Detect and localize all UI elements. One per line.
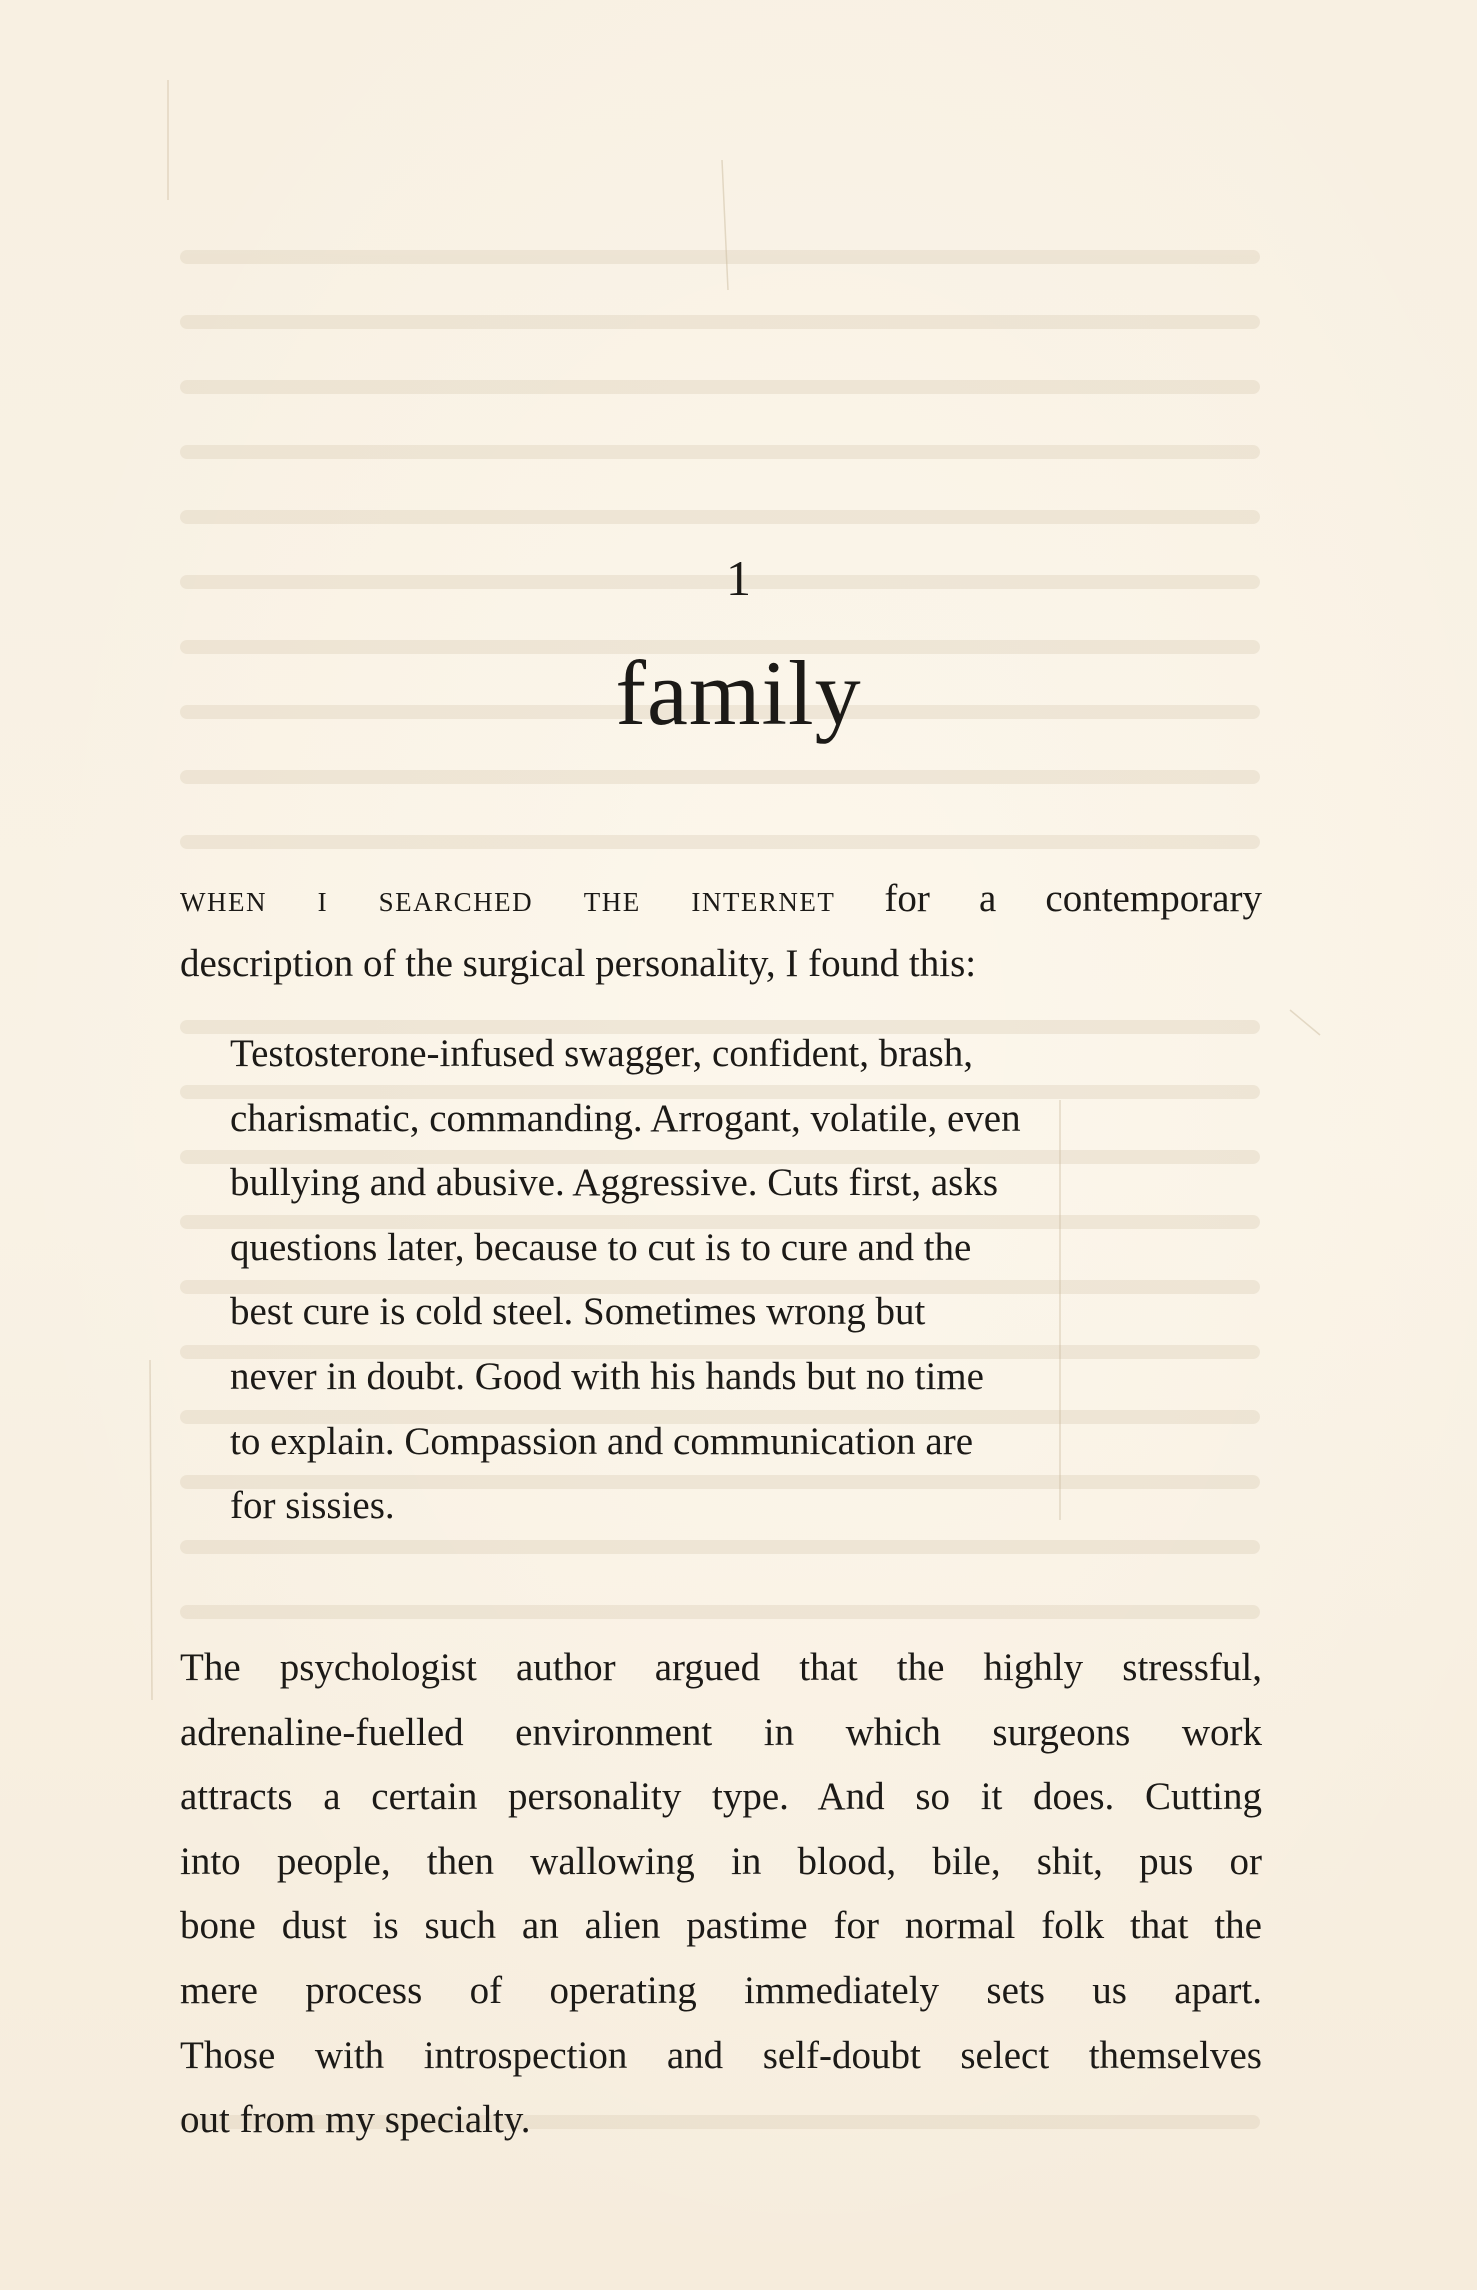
quote-line: never in doubt. Good with his hands but no time xyxy=(230,1354,984,1398)
quote-line: bullying and abusive. Aggressive. Cuts first, asks xyxy=(230,1161,999,1205)
quote-line: best cure is cold steel. Sometimes wrong but xyxy=(230,1290,926,1334)
chapter-title: family xyxy=(615,642,862,744)
body-line: The psychologist author argued that the highly stressful, xyxy=(180,1646,1262,1689)
body-line: bone dust is such an alien pastime for normal folk that the xyxy=(180,1904,1262,1948)
body-line: out from my specialty. xyxy=(180,2098,531,2142)
opening-line-1-rest: for a contemporary xyxy=(835,877,1262,920)
quote-line: to explain. Compassion and communication are xyxy=(230,1419,973,1463)
quote-line: questions later, because to cut is to cure and the xyxy=(230,1225,972,1269)
opening-paragraph xyxy=(180,867,1262,996)
body-line: adrenaline-fuelled environment in which surgeons work xyxy=(180,1710,1262,1754)
opening-line-1 xyxy=(180,867,1262,932)
body-line: Those with introspection and self-doubt select themselves xyxy=(180,2033,1262,2077)
quote-line: charismatic, commanding. Arrogant, volatile, even xyxy=(230,1096,1021,1140)
body-line: attracts a certain personality type. And so it does. Cutting xyxy=(180,1775,1262,1819)
block-quote xyxy=(230,1022,1170,1539)
body-line: into people, then wallowing in blood, bile, shit, pus or xyxy=(180,1839,1262,1883)
quote-line: for sissies. xyxy=(230,1484,395,1528)
chapter-number: 1 xyxy=(726,550,751,606)
lead-in-small-caps: when i searched the internet xyxy=(180,877,836,920)
body-line: mere process of operating immediately sets us apart. xyxy=(180,1968,1262,2012)
body-paragraph xyxy=(180,1636,1262,2153)
opening-line-2: description of the surgical personality, I found this: xyxy=(180,941,977,985)
quote-line: Testosterone-infused swagger, confident, brash, xyxy=(230,1032,973,1075)
